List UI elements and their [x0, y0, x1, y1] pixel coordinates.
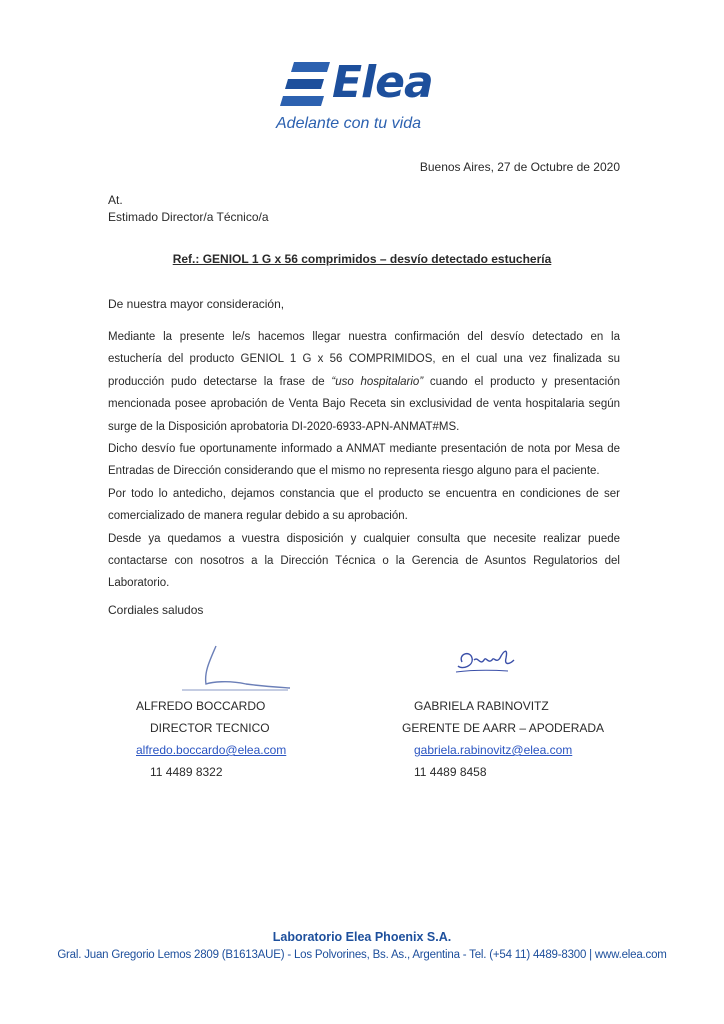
signatory-email-link[interactable]: alfredo.boccardo@elea.com [136, 743, 287, 757]
body-paragraph-1 [108, 326, 620, 438]
signatory-phone: 11 4489 8322 [150, 765, 223, 779]
body-p1-start: Mediante la presente le/s hacemos llegar nuestra confirmación del desvío detectado en la estuchería del producto GENIOL 1 G x 56 COMPRIMIDOS, en el cual una vez finalizada su producción pudo detectarse la frase de [108, 331, 620, 388]
footer-company: Laboratorio Elea Phoenix S.A. [272, 930, 452, 944]
letter-footer [0, 928, 724, 964]
signatory-title: GERENTE DE AARR – APODERADA [402, 721, 605, 735]
closing-line: Cordiales saludos [108, 603, 204, 617]
signatory-phone: 11 4489 8458 [414, 765, 487, 779]
letter-body [108, 326, 620, 595]
greeting: De nuestra mayor consideración, [108, 297, 285, 311]
body-p1-end: cuando el producto y presentación mencionada posee aprobación de Venta Bajo Receta sin exclusividad de venta hospitalaria según surge de la Disposición aprobatoria DI-2020-6933-APN-ANMAT#MS. [108, 375, 620, 433]
elea-logo-mark-icon [280, 60, 332, 110]
reference-line: Ref.: GENIOL 1 G x 56 comprimidos – desvío detectado estuchería [172, 252, 552, 266]
signatory-boccardo [136, 695, 286, 783]
signatory-rabinovitz [402, 695, 604, 783]
elea-logo [270, 56, 470, 140]
addressee-line-2: Estimado Director/a Técnico/a [108, 210, 269, 224]
logo-wordmark: Elea [332, 57, 433, 108]
signature-boccardo-icon [176, 640, 296, 696]
footer-address: Gral. Juan Gregorio Lemos 2809 (B1613AUE) - Los Polvorines, Bs. As., Argentina - Tel. (+54 11) 4489-8300 | www.elea.com [57, 949, 667, 961]
body-paragraph-3: Por todo lo antedicho, dejamos constancia que el producto se encuentra en condiciones de ser comercializado de manera regular debido a su aprobación. [108, 487, 620, 523]
signatory-name: ALFREDO BOCCARDO [136, 699, 266, 713]
body-paragraph-4: Desde ya quedamos a vuestra disposición y cualquier consulta que necesite realizar puede contactarse con nosotros a la Dirección Técnica o la Gerencia de Asuntos Regulatorios del Laboratorio. [108, 532, 620, 590]
letter-date: Buenos Aires, 27 de Octubre de 2020 [419, 160, 620, 174]
addressee [108, 192, 269, 226]
signatory-title: DIRECTOR TECNICO [150, 721, 270, 735]
body-p1-italic: “uso hospitalario” [331, 375, 424, 388]
logo-tagline: Adelante con tu vida [276, 115, 421, 132]
body-paragraph-2: Dicho desvío fue oportunamente informado a ANMAT mediante presentación de nota por Mesa de Entradas de Dirección considerando que el mismo no representa riesgo alguno para el paciente. [108, 443, 620, 478]
signature-rabinovitz-icon [448, 640, 528, 680]
signatory-email-link[interactable]: gabriela.rabinovitz@elea.com [414, 743, 573, 757]
addressee-line-1: At. [108, 193, 123, 207]
signatory-name: GABRIELA RABINOVITZ [414, 699, 549, 713]
